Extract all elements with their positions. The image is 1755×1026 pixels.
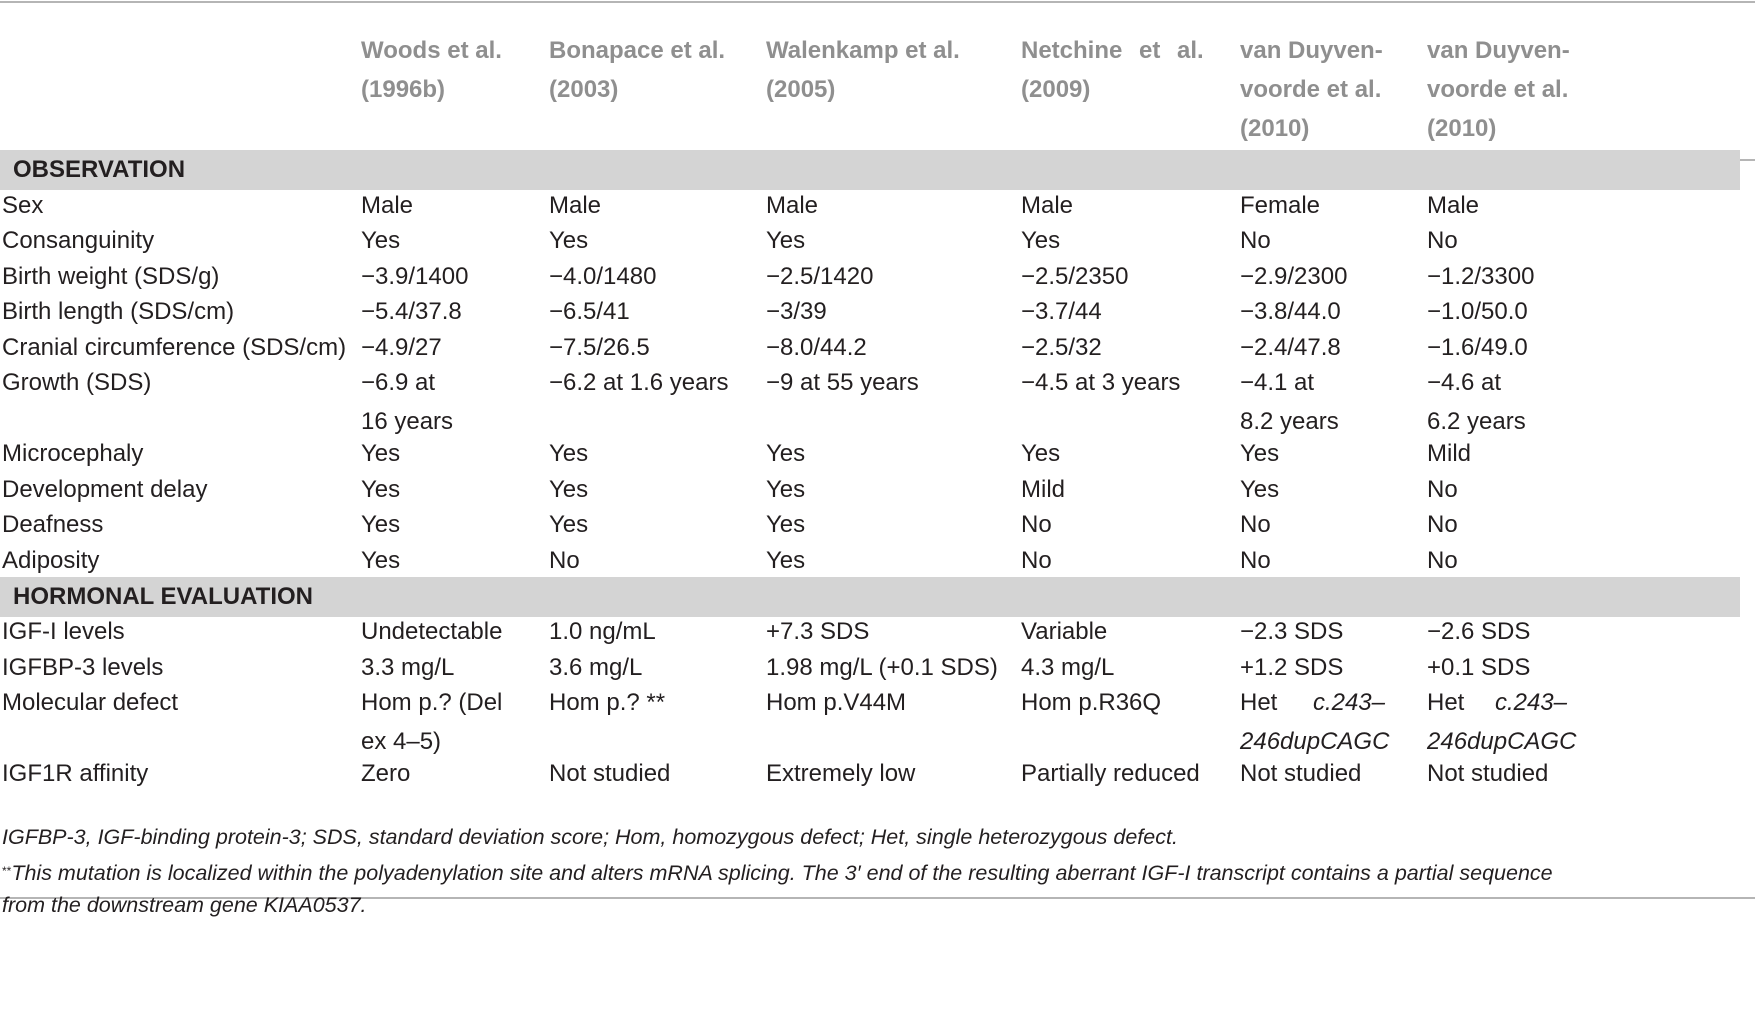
cell-text: No: [1240, 511, 1271, 538]
table-cell: [549, 754, 670, 793]
row-label: IGF-I levels: [2, 618, 125, 645]
cell-text: Het: [1427, 689, 1465, 716]
footnote-mutation: [2, 853, 1553, 891]
table-cell: [1427, 221, 1458, 260]
section-title: OBSERVATION: [13, 156, 186, 183]
table-cell: [361, 612, 502, 651]
cell-text: No: [1427, 227, 1458, 254]
cell-text: No: [1427, 511, 1458, 538]
cell-text: Male: [361, 192, 414, 219]
cell-text: Male: [1021, 192, 1074, 219]
cell-text: +0.1 SDS: [1427, 654, 1531, 681]
cell-text: 8.2 years: [1240, 408, 1339, 435]
cell-text: Hom p.V44M: [766, 689, 907, 716]
table-cell: [766, 683, 906, 722]
table-cell: [766, 363, 919, 402]
table-cell: [1021, 683, 1161, 722]
cell-text: −2.9/2300: [1240, 263, 1348, 290]
cell-text: No: [1240, 227, 1271, 254]
table-cell: [549, 541, 580, 580]
row-label: Development delay: [2, 476, 208, 503]
cell-text: Yes: [361, 227, 401, 254]
cell-text: −4.6 at: [1427, 369, 1502, 396]
cell-text: Extremely low: [766, 760, 916, 787]
table-cell: [766, 648, 998, 687]
cell-text: No: [1021, 511, 1052, 538]
column-header-line: voorde et al.: [1427, 76, 1569, 103]
cell-text: No: [1427, 476, 1458, 503]
table-cell: [1021, 434, 1060, 473]
cell-text: +1.2 SDS: [1240, 654, 1344, 681]
cell-text: Not studied: [1240, 760, 1362, 787]
row-label: Adiposity: [2, 547, 100, 574]
table-cell: [361, 470, 400, 509]
cell-text: Mild: [1427, 440, 1472, 467]
table-cell: [549, 683, 665, 722]
cell-text: −1.2/3300: [1427, 263, 1535, 290]
cell-text: 246dupCAGC: [1240, 728, 1390, 755]
cell-text: −3.8/44.0: [1240, 298, 1341, 325]
cell-text: −2.5/2350: [1021, 263, 1129, 290]
column-header-line: Bonapace et al.: [549, 37, 726, 64]
cell-text: −2.4/47.8: [1240, 334, 1341, 361]
table-cell: [1021, 186, 1073, 225]
table-cell: [1021, 363, 1180, 402]
row-label: Cranial circumference (SDS/cm): [2, 334, 347, 361]
table-cell: [361, 648, 454, 687]
cell-text: −2.5/32: [1021, 334, 1102, 361]
cell-text: −4.9/27: [361, 334, 442, 361]
table-cell: [766, 754, 915, 793]
cell-text: Yes: [1240, 440, 1280, 467]
table-cell: [766, 257, 873, 296]
column-header-line: (2005): [766, 76, 836, 103]
column-header-van-duyvenvoorde-1: [1240, 31, 1390, 148]
row-label: IGF1R affinity: [2, 760, 149, 787]
table-cell: [549, 257, 656, 296]
table-cell: [766, 470, 805, 509]
column-header-line: Walenkamp et al.: [766, 37, 960, 64]
section-band-observation: [0, 150, 1740, 190]
cell-text: 1.98 mg/L (+0.1 SDS): [766, 654, 998, 681]
table-cell: [1427, 683, 1577, 761]
table-cell: [1427, 754, 1548, 793]
cell-text: Hom p.? **: [549, 689, 666, 716]
table-cell: [1427, 612, 1530, 651]
cell-text: Mild: [1021, 476, 1066, 503]
table-cell: [1427, 434, 1471, 473]
cell-text: −1.6/49.0: [1427, 334, 1528, 361]
cell-text: 246dupCAGC: [1427, 728, 1577, 755]
table-cell: [766, 292, 827, 331]
table-cell: [361, 257, 468, 296]
cell-text: Hom p.? (Del: [361, 689, 503, 716]
cell-text: Male: [1427, 192, 1480, 219]
cell-text: Zero: [361, 760, 411, 787]
table-cell: [1021, 541, 1052, 580]
column-header-netchine: [1021, 31, 1204, 109]
table-cell: [1427, 328, 1528, 367]
table-cell: [361, 363, 453, 441]
cell-text: 3.3 mg/L: [361, 654, 455, 681]
table-cell: [1021, 328, 1102, 367]
table-cell: [361, 541, 400, 580]
row-label: Molecular defect: [2, 689, 179, 716]
table-cell: [1427, 505, 1458, 544]
section-band-hormonal: [0, 577, 1740, 617]
table-cell: [1427, 541, 1458, 580]
table-cell: [1021, 612, 1107, 651]
row-label: Growth (SDS): [2, 369, 152, 396]
cell-text: 1.0 ng/mL: [549, 618, 656, 645]
cell-text: Yes: [361, 440, 401, 467]
footnote-mutation-continued: from the downstream gene KIAA0537.: [2, 893, 367, 917]
table-cell: [1021, 470, 1065, 509]
table-cell: [1240, 470, 1279, 509]
table-cell: [1240, 257, 1347, 296]
table-cell: [549, 470, 588, 509]
cell-text: Hom p.R36Q: [1021, 689, 1162, 716]
row-label: Birth length (SDS/cm): [2, 298, 235, 325]
table-cell: [361, 754, 410, 793]
cell-text: ex 4–5): [361, 728, 442, 755]
column-header-line: (1996b): [361, 76, 446, 103]
column-header-line: (2010): [1427, 115, 1497, 142]
table-cell: [766, 221, 805, 260]
cell-text: No: [549, 547, 580, 574]
cell-text: Undetectable: [361, 618, 503, 645]
cell-text: Het: [1240, 689, 1278, 716]
cell-text: Male: [549, 192, 602, 219]
table-cell: [1021, 648, 1114, 687]
table-cell: [549, 363, 728, 402]
column-header-line: voorde et al.: [1240, 76, 1382, 103]
table-cell: [361, 328, 442, 367]
table-cell: [766, 328, 867, 367]
cell-text: −6.9 at: [361, 369, 436, 396]
table-top-rule: [0, 1, 1755, 3]
cell-text: −4.1 at: [1240, 369, 1315, 396]
column-header-line: Woods et al.: [361, 37, 502, 64]
table-cell: [766, 505, 805, 544]
cell-text: −2.6 SDS: [1427, 618, 1531, 645]
cell-text: No: [1021, 547, 1052, 574]
column-header-line: van Duyven-: [1427, 37, 1570, 64]
table-cell: [361, 292, 462, 331]
cell-text: Yes: [549, 511, 589, 538]
table-cell: [1240, 434, 1279, 473]
row-label: Deafness: [2, 511, 104, 538]
table-cell: [549, 221, 588, 260]
cell-text: Male: [766, 192, 819, 219]
cell-text: −3.7/44: [1021, 298, 1102, 325]
cell-text: Not studied: [549, 760, 671, 787]
table-cell: [549, 292, 630, 331]
cell-text: 3.6 mg/L: [549, 654, 643, 681]
table-cell: [361, 221, 400, 260]
table-cell: [766, 612, 869, 651]
table-cell: [766, 541, 805, 580]
cell-text: Yes: [1240, 476, 1280, 503]
footnote-text: This mutation is localized within the polyadenylation site and alters mRNA splicing. The 3′ end of the resulting aberrant IGF-I transcript contains a partial sequence: [11, 861, 1553, 885]
cell-text: 16 years: [361, 408, 454, 435]
cell-text: −6.5/41: [549, 298, 630, 325]
table-cell: [1021, 754, 1200, 793]
table-cell: [1427, 292, 1528, 331]
table-cell: [1240, 363, 1339, 441]
table-cell: [766, 186, 818, 225]
cell-text: +7.3 SDS: [766, 618, 870, 645]
table-cell: [1427, 257, 1534, 296]
cell-text: Yes: [766, 440, 806, 467]
cell-text: Yes: [766, 227, 806, 254]
column-header-line: van Duyven-: [1240, 37, 1383, 64]
table-cell: [1021, 221, 1060, 260]
cell-text: −7.5/26.5: [549, 334, 650, 361]
table-cell: [549, 505, 588, 544]
cell-text: Partially reduced: [1021, 760, 1200, 787]
table-cell: [1240, 221, 1271, 260]
table-cell: [549, 186, 601, 225]
table-cell: [1021, 505, 1052, 544]
cell-text: Yes: [1021, 440, 1061, 467]
cell-text: Yes: [549, 227, 589, 254]
column-header-van-duyvenvoorde-2: [1427, 31, 1577, 148]
table-cell: [1240, 541, 1271, 580]
row-label: Microcephaly: [2, 440, 144, 467]
cell-text: Yes: [1021, 227, 1061, 254]
cell-text: Yes: [361, 476, 401, 503]
section-title: HORMONAL EVALUATION: [13, 583, 313, 610]
cell-text: Yes: [766, 476, 806, 503]
cell-text: −3.9/1400: [361, 263, 469, 290]
column-header-bonapace: [549, 31, 724, 109]
cell-text: −2.5/1420: [766, 263, 874, 290]
cell-text: −3/39: [766, 298, 827, 325]
table-cell: [1021, 292, 1102, 331]
cell-text: 6.2 years: [1427, 408, 1526, 435]
table-cell: [549, 328, 650, 367]
cell-text: Yes: [361, 547, 401, 574]
table-cell: [1240, 292, 1341, 331]
cell-text: c.243–: [1312, 689, 1385, 716]
cell-text: Yes: [549, 440, 589, 467]
footnote-marker: **: [2, 864, 12, 878]
row-label: Sex: [2, 192, 44, 219]
cell-text: Yes: [361, 511, 401, 538]
table-cell: [361, 186, 413, 225]
table-cell: [361, 505, 400, 544]
cell-text: −8.0/44.2: [766, 334, 867, 361]
cell-text: 4.3 mg/L: [1021, 654, 1115, 681]
row-label: IGFBP-3 levels: [2, 654, 164, 681]
table-cell: [1240, 186, 1320, 225]
table-cell: [1427, 470, 1458, 509]
table-cell: [1427, 363, 1526, 441]
row-label: Birth weight (SDS/g): [2, 263, 220, 290]
footnote-abbreviations: IGFBP-3, IGF-binding protein-3; SDS, standard deviation score; Hom, homozygous defect; Het, single heterozygous defect.: [2, 825, 1178, 849]
column-header-line: Netchine et al.: [1021, 37, 1204, 64]
cell-text: −2.3 SDS: [1240, 618, 1344, 645]
table-cell: [1240, 612, 1343, 651]
table-cell: [1240, 328, 1341, 367]
table-cell: [549, 648, 642, 687]
cell-text: −1.0/50.0: [1427, 298, 1528, 325]
table-cell: [1427, 648, 1530, 687]
column-header-woods: [361, 31, 501, 109]
cell-text: −9 at 55 years: [766, 369, 919, 396]
cell-text: −4.0/1480: [549, 263, 657, 290]
table-cell: [361, 434, 400, 473]
table-cell: [1240, 683, 1390, 761]
cell-text: −6.2 at 1.6 years: [549, 369, 729, 396]
table-cell: [1021, 257, 1128, 296]
row-label: Consanguinity: [2, 227, 155, 254]
cell-text: Variable: [1021, 618, 1108, 645]
cell-text: Not studied: [1427, 760, 1549, 787]
cell-text: Yes: [766, 547, 806, 574]
table-cell: [549, 612, 656, 651]
table-cell: [1240, 648, 1343, 687]
cell-text: No: [1240, 547, 1271, 574]
column-header-line: (2010): [1240, 115, 1310, 142]
table-cell: [1240, 505, 1271, 544]
cell-text: No: [1427, 547, 1458, 574]
cell-text: Yes: [549, 476, 589, 503]
cell-text: −5.4/37.8: [361, 298, 462, 325]
table-cell: [361, 683, 502, 761]
table-cell: [766, 434, 805, 473]
column-header-walenkamp: [766, 31, 966, 109]
cell-text: Yes: [766, 511, 806, 538]
cell-text: c.243–: [1494, 689, 1567, 716]
table-cell: [549, 434, 588, 473]
cell-text: Female: [1240, 192, 1321, 219]
cell-text: −4.5 at 3 years: [1021, 369, 1181, 396]
column-header-line: (2003): [549, 76, 619, 103]
table-cell: [1427, 186, 1479, 225]
table-cell: [1240, 754, 1361, 793]
column-header-line: (2009): [1021, 76, 1091, 103]
